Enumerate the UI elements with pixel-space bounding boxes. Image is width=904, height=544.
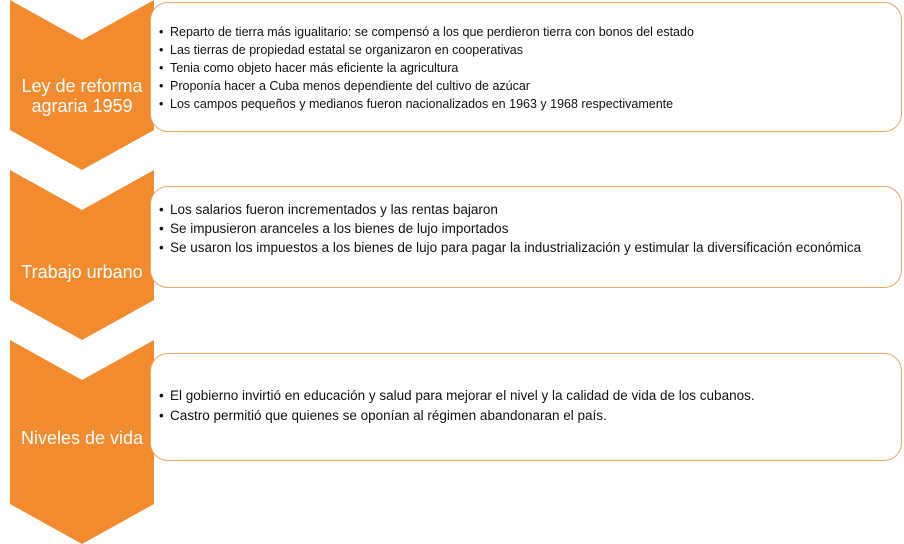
list-item: • Se usaron los impuestos a los bienes de lujo para pagar la industrialización y estimular la diversificación económica: [159, 238, 901, 257]
list-item: • Tenia como objeto hacer más eficiente la agricultura: [159, 59, 901, 77]
list-item: • Los campos pequeños y medianos fueron nacionalizados en 1963 y 1968 respectivamente: [159, 95, 901, 113]
title-line: agraria 1959: [31, 96, 133, 117]
chevron-shape: [10, 170, 154, 340]
title-line: Ley de reforma: [21, 76, 143, 96]
list-item: • El gobierno invirtió en educación y salud para mejorar el nivel y la calidad de vida de los cubanos.: [159, 386, 901, 406]
list-item: • Castro permitió que quienes se oponían al régimen abandonaran el país.: [159, 406, 901, 426]
chevron-niveles-de-vida: [10, 340, 154, 544]
panel-niveles-de-vida: [150, 353, 902, 461]
chevron-ley-reforma-agraria: [10, 0, 154, 170]
list-item: • Se impusieron aranceles a los bienes de lujo importados: [159, 219, 901, 238]
panel-trabajo-urbano: [150, 186, 902, 288]
title-line: Trabajo urbano: [21, 262, 143, 282]
chevron-title: [10, 428, 154, 448]
title-line: Niveles de vida: [20, 428, 144, 448]
list-item: • Las tierras de propiedad estatal se organizaron en cooperativas: [159, 41, 901, 59]
chevron-title: [10, 262, 154, 282]
chevron-trabajo-urbano: [10, 170, 154, 340]
bullet-list: [159, 200, 901, 257]
list-item: • Los salarios fueron incrementados y las rentas bajaron: [159, 200, 901, 219]
bullet-list: [159, 386, 901, 426]
bullet-list: [159, 23, 901, 113]
list-item: • Reparto de tierra más igualitario: se compensó a los que perdieron tierra con bonos del estado: [159, 23, 901, 41]
chevron-title: [10, 76, 154, 116]
list-item: • Proponía hacer a Cuba menos dependiente del cultivo de azúcar: [159, 77, 901, 95]
panel-ley-reforma-agraria: [150, 2, 902, 132]
